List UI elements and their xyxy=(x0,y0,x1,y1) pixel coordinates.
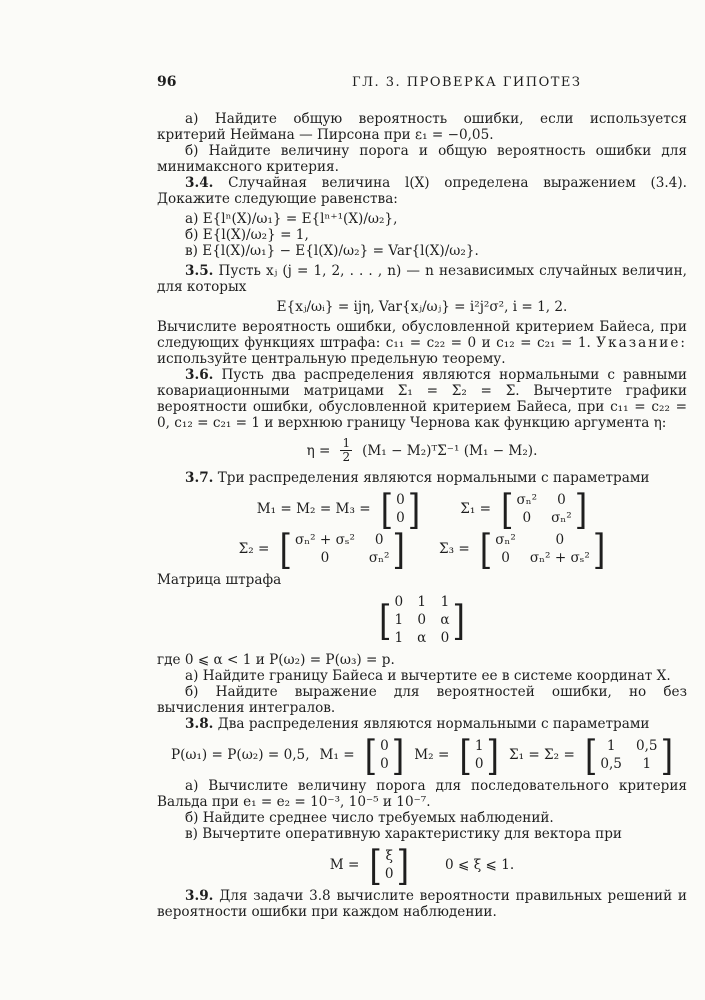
matrix-cell: 0,5 xyxy=(600,756,622,772)
bracket-left: [ xyxy=(459,730,472,780)
matrix-m2 xyxy=(459,730,499,780)
task-c: в) Вычертите оперативную характеристику для вектора при xyxy=(185,826,622,842)
paragraph-b: б) Найдите величину порога и общую вероятность ошибки для минимаксного критерия. xyxy=(157,143,687,175)
formula-right: 0 ⩽ ξ ⩽ 1. xyxy=(445,857,515,873)
matrix-grid xyxy=(492,532,593,566)
matrix-cell: 1 xyxy=(440,594,450,610)
formula-label: Σ₂ = xyxy=(238,541,270,557)
formula-label: Σ₁ = Σ₂ = xyxy=(508,747,575,763)
matrix-cell: 1 xyxy=(642,756,652,772)
formula-label: M₁ = xyxy=(319,747,355,763)
matrix-cell: 1 xyxy=(394,612,404,628)
bracket-right: ] xyxy=(592,524,606,574)
matrix-cell: 1 xyxy=(606,738,616,754)
paragraph-a: а) Найдите общую вероятность ошибки, если используется критерий Неймана — Пирсона при ε₁ = −0,05. xyxy=(157,111,687,143)
formula-penalty xyxy=(157,594,687,646)
problem-text: Три распределения являются нормальными с параметрами xyxy=(217,470,650,486)
bracket-left: [ xyxy=(369,840,382,890)
problem-3-4 xyxy=(157,175,687,207)
matrix-sigma1 xyxy=(501,484,588,534)
matrix-sigma2 xyxy=(279,524,405,574)
problem-3-9 xyxy=(157,888,687,920)
page-header xyxy=(157,74,687,94)
problem-number: 3.6. xyxy=(185,367,214,383)
fraction-denominator: 2 xyxy=(342,450,351,464)
bracket-left: [ xyxy=(379,595,392,645)
problem-text: Пусть два распределения являются нормальными с равными ковариационными матрицами Σ₁ = Σ₂ = Σ. Вычертите графики вероятности ошибки, обусловленной критерием Байеса, при c₁₁ = c₂₂ = 0, c₁₂ = c₂₁ = 1 и верхнюю границу Чернова как функцию аргумента η: xyxy=(157,367,687,431)
matrix-cell: 0 xyxy=(384,866,394,882)
page-number: 96 xyxy=(157,74,177,90)
matrix-cell: 0 xyxy=(394,594,404,610)
equality-a: а) E{lⁿ(X)/ω₁} = E{lⁿ⁺¹(X)/ω₂}, xyxy=(185,211,398,227)
formula-params xyxy=(157,730,687,780)
matrix-cell: 0 xyxy=(557,492,566,508)
penalty-label: Матрица штрафа xyxy=(157,572,282,588)
formula: E{xⱼ/ωᵢ} = ijη, Var{xⱼ/ωⱼ} = i²j²σ², i = 1, 2. xyxy=(276,299,568,315)
matrix-cell: 1 xyxy=(474,738,484,754)
equality-b: б) E{l(X)/ω₂} = 1, xyxy=(185,227,309,243)
page-body xyxy=(157,111,687,920)
problem-text: Для задачи 3.8 вычислите вероятности правильных решений и вероятности ошибки при каждом наблюдении. xyxy=(157,888,687,920)
task-b: б) Найдите выражение для вероятностей ошибки, но без вычисления интегралов. xyxy=(157,684,687,716)
bracket-right: ] xyxy=(486,730,499,780)
matrix-cell: 0 xyxy=(474,756,484,772)
bracket-left: [ xyxy=(479,524,493,574)
matrix-cell: 0 xyxy=(396,492,405,508)
matrix-cell: 0 xyxy=(555,532,565,548)
equality-c: в) E{l(X)/ω₁} − E{l(X)/ω₂} = Var{l(X)/ω₂}. xyxy=(185,243,479,259)
matrix-cell: 0 xyxy=(380,738,389,754)
formula-label: M₂ = xyxy=(414,747,450,763)
matrix-cell: σₙ² xyxy=(551,510,572,526)
formula-means xyxy=(157,484,687,534)
formula-label: M = xyxy=(329,857,360,873)
matrix-grid xyxy=(382,848,397,882)
bracket-right: ] xyxy=(392,524,405,574)
bracket-right: ] xyxy=(452,595,465,645)
matrix-penalty xyxy=(379,594,465,646)
matrix-cell: α xyxy=(440,612,450,628)
bracket-left: [ xyxy=(380,484,394,534)
matrix-cell: 1 xyxy=(417,594,427,610)
problem-3-8 xyxy=(157,716,687,732)
bracket-right: ] xyxy=(660,730,674,780)
problem-number: 3.5. xyxy=(185,263,214,279)
matrix-cell: σₙ² + σₛ² xyxy=(294,532,355,548)
matrix-cell: σₙ² xyxy=(516,492,538,508)
matrix-m1 xyxy=(364,730,405,780)
matrix-cell: σₙ² xyxy=(368,550,390,566)
problem-text: Случайная величина l(X) определена выражением (3.4). Докажите следующие равенства: xyxy=(157,175,687,207)
matrix-cell: 0 xyxy=(380,756,389,772)
matrix-cell: 0 xyxy=(396,510,405,526)
formula-eta xyxy=(157,437,687,464)
formula-m-xi xyxy=(157,840,687,890)
problem-number: 3.7. xyxy=(185,470,214,486)
matrix-cell: 0 xyxy=(440,630,450,646)
fraction-numerator: 1 xyxy=(342,436,351,450)
matrix-grid xyxy=(514,492,575,526)
matrix-sigma12 xyxy=(584,730,674,780)
matrix-cell: σₙ² xyxy=(495,532,516,548)
hint-text: используйте центральную предельную теорему. xyxy=(157,351,506,367)
problem-3-5-continued xyxy=(157,319,687,367)
matrix-grid xyxy=(377,738,392,772)
matrix-grid xyxy=(292,532,393,566)
chapter-title: ГЛ. 3. ПРОВЕРКА ГИПОТЕЗ xyxy=(352,75,582,90)
problem-text: Вычислите вероятность ошибки, обусловленной критерием Байеса, при следующих функциях штрафа: c₁₁ = c₂₂ = 0 и c₁₂ = c₂₁ = 1. xyxy=(157,319,687,351)
problem-number: 3.8. xyxy=(185,716,214,732)
task-b: б) Найдите среднее число требуемых наблюдений. xyxy=(185,810,554,826)
bracket-right: ] xyxy=(391,730,405,780)
formula-label: M₁ = M₂ = M₃ = xyxy=(256,501,371,517)
bracket-right: ] xyxy=(396,840,410,890)
matrix-cell: 0 xyxy=(374,532,384,548)
formula-sigmas xyxy=(157,524,687,574)
formula-right: (M₁ − M₂)ᵀΣ⁻¹ (M₁ − M₂). xyxy=(362,442,538,459)
matrix-sigma3 xyxy=(479,524,606,574)
problem-3-6 xyxy=(157,367,687,431)
matrix-cell: 0,5 xyxy=(635,738,658,754)
bracket-left: [ xyxy=(501,484,514,534)
matrix-cell: α xyxy=(417,630,427,646)
bracket-left: [ xyxy=(364,730,378,780)
matrix-cell: ξ xyxy=(385,848,393,864)
formula-label: Σ₁ = xyxy=(460,501,492,517)
fraction xyxy=(340,437,352,464)
matrix-m123 xyxy=(380,484,421,534)
matrix-grid xyxy=(597,738,660,772)
bracket-right: ] xyxy=(407,484,421,534)
problem-3-5 xyxy=(157,263,687,295)
bracket-left: [ xyxy=(584,730,598,780)
problem-text: Пусть xⱼ (j = 1, 2, . . . , n) — n независимых случайных величин, для которых xyxy=(157,263,687,295)
matrix-cell: σₙ² + σₛ² xyxy=(529,550,590,566)
matrix-cell: 0 xyxy=(320,550,330,566)
task-a: а) Найдите границу Байеса и вычертите ее в системе координат X. xyxy=(185,668,671,684)
formula-label: P(ω₁) = P(ω₂) = 0,5, xyxy=(170,747,310,763)
condition: где 0 ⩽ α < 1 и P(ω₂) = P(ω₃) = p. xyxy=(157,652,395,668)
matrix-grid xyxy=(472,738,487,772)
bracket-right: ] xyxy=(574,484,588,534)
problem-number: 3.9. xyxy=(185,888,214,904)
matrix-grid xyxy=(393,492,408,526)
matrix-cell: 0 xyxy=(417,612,427,628)
matrix-grid xyxy=(391,594,452,646)
matrix-cell: 1 xyxy=(394,630,404,646)
task-a: а) Вычислите величину порога для последовательного критерия Вальда при e₁ = e₂ = 10⁻³, 10⁻⁵ и 10⁻⁷. xyxy=(157,778,687,810)
problem-3-7 xyxy=(157,470,687,486)
hint-label: Указание: xyxy=(596,335,687,351)
matrix-cell: 0 xyxy=(522,510,532,526)
bracket-left: [ xyxy=(279,524,292,574)
formula-left: η = xyxy=(306,442,331,459)
matrix-cell: 0 xyxy=(501,550,510,566)
matrix-m-xi xyxy=(369,840,410,890)
formula-label: Σ₃ = xyxy=(439,541,470,557)
problem-text: Два распределения являются нормальными с параметрами xyxy=(217,716,650,732)
problem-number: 3.4. xyxy=(185,175,214,191)
